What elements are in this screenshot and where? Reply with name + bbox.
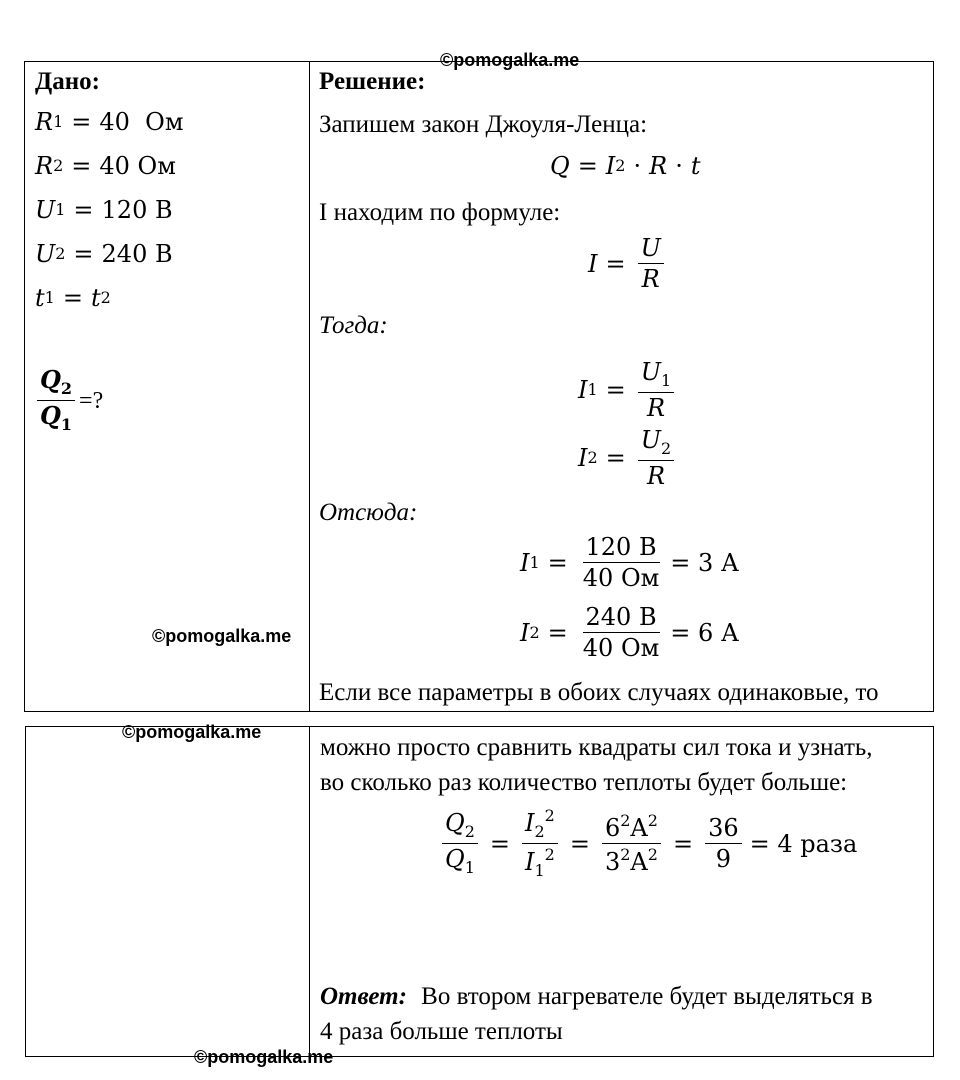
given-r1: R 1 = 40 Ом	[35, 108, 184, 136]
answer-line-2: 4 раза больше теплоты	[320, 1018, 563, 1045]
i1-formula: I 1 = $\frac{U_1}{R}$	[578, 360, 678, 420]
joule-lenz-formula: Q = I 2 · R · t	[550, 152, 701, 180]
watermark: ©pomogalka.me	[440, 50, 580, 70]
find-current-text: I находим по формуле:	[319, 199, 561, 226]
answer-line-1	[320, 984, 873, 1009]
answer-label: Ответ:	[320, 983, 407, 1010]
watermark: ©pomogalka.me	[122, 722, 262, 742]
column-divider	[309, 62, 310, 711]
column-divider	[309, 727, 310, 1056]
i1-calc: I 1 = $\frac{120 В}{40 Ом}$ = 3 А	[520, 533, 740, 592]
given-u1: U 1 = 120 В	[35, 196, 173, 224]
watermark: ©pomogalka.me	[152, 626, 292, 646]
solution-header: Решение:	[319, 68, 426, 95]
given-header: Дано:	[35, 68, 100, 95]
given-r2: R 2 = 40 Ом	[35, 152, 176, 180]
explanation-line-1: Если все параметры в обоих случаях одинаковые, то	[319, 679, 879, 706]
given-u2: U 2 = 240 В	[35, 240, 173, 268]
then-label: Тогда:	[319, 312, 388, 339]
ohm-law-formula: I = $\frac{U}{R}$	[588, 236, 668, 291]
find-ratio: $\frac{Q_2}{Q_1}$ =?	[33, 368, 103, 433]
watermark: ©pomogalka.me	[194, 1047, 334, 1067]
answer-text-1: Во втором нагревателе будет выделяться в	[421, 983, 873, 1010]
solution-intro: Запишем закон Джоуля-Ленца:	[319, 111, 648, 138]
heat-ratio-formula: $\frac{Q_2}{Q_1}$ = $\frac{I_2^2}{I_1^2}$ = $\frac{6^2A^2}{3^2A^2}$ = $\frac{36}{9}$ = 4 раза	[438, 808, 857, 879]
explanation-line-3: во сколько раз количество теплоты будет больше:	[320, 769, 848, 796]
i2-calc: I 2 = $\frac{240 В}{40 Ом}$ = 6 А	[520, 603, 740, 662]
explanation-line-2: можно просто сравнить квадраты сил тока и узнать,	[320, 734, 873, 761]
given-times: t 1 = t 2	[35, 284, 111, 312]
i2-formula: I 2 = $\frac{U_2}{R}$	[578, 428, 678, 488]
hence-label: Отсюда:	[319, 499, 418, 526]
